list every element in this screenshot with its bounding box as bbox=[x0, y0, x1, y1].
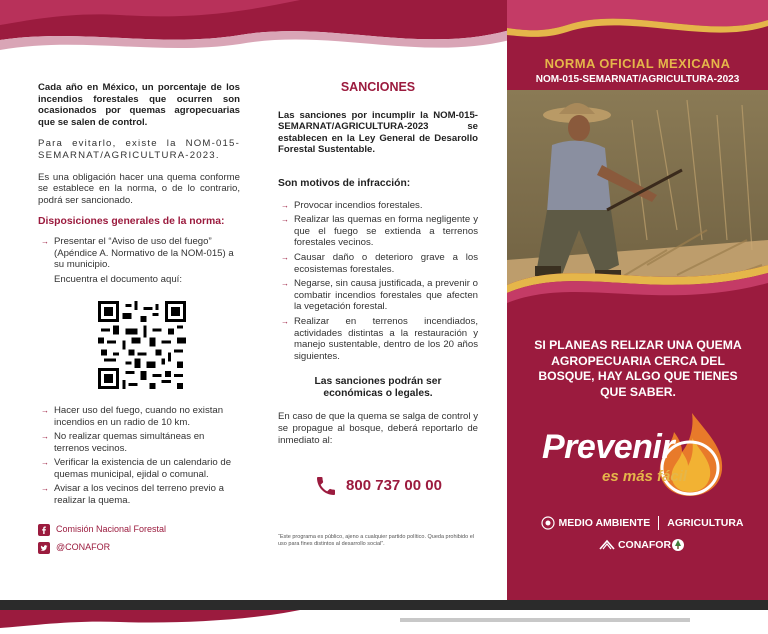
list-item: → Avisar a los vecinos del terreno previo a realizar la quema. bbox=[38, 483, 240, 506]
obligation-paragraph: Es una obligación hacer una quema conforme se establece en la norma, o de lo contrario, podrá ser sancionado. bbox=[38, 171, 240, 206]
phone-icon bbox=[314, 474, 338, 498]
sanctions-type: Las sanciones podrán ser económicas o legales. bbox=[314, 376, 442, 399]
logo-sub-text: es más fácil bbox=[602, 468, 688, 485]
bottom-strip bbox=[0, 610, 768, 634]
list-item: → Realizar las quemas en forma negligente y que el fuego se extienda a terrenos forestales vecinos. bbox=[278, 214, 478, 249]
fine-print: “Este programa es público, ajeno a cualquier partido político. Queda prohibido el uso para fines distintos al desarrollo social”. bbox=[278, 534, 474, 548]
twitter-icon bbox=[38, 542, 50, 554]
facebook-label: Comisión Nacional Forestal bbox=[56, 523, 167, 534]
partner-logos bbox=[527, 516, 757, 530]
list-item: → No realizar quemas simultáneas en terrenos vecinos. bbox=[38, 431, 240, 454]
facebook-icon bbox=[38, 524, 50, 536]
find-document-text: Encuentra el documento aquí: bbox=[54, 273, 183, 285]
twitter-label: @CONAFOR bbox=[56, 541, 111, 552]
phone-number: 800 737 00 00 bbox=[346, 477, 442, 495]
report-paragraph: En caso de que la quema se salga de control y se propague al bosque, deberá reportarlo de inmediato al: bbox=[278, 411, 478, 446]
top-wave-decoration bbox=[0, 0, 510, 70]
dispositions-list-a bbox=[38, 236, 240, 271]
conafor-mark-icon bbox=[599, 539, 615, 551]
partner-agricultura: AGRICULTURA bbox=[667, 517, 744, 529]
dispositions-list-b bbox=[38, 405, 240, 507]
divider bbox=[658, 516, 659, 530]
mexico-seal-icon bbox=[541, 516, 555, 530]
cover-top-wave bbox=[507, 0, 768, 60]
bottom-wave bbox=[0, 610, 768, 634]
avoid-paragraph: Para evitarlo, existe la NOM-015-SEMARNAT/AGRICULTURA-2023. bbox=[38, 138, 240, 161]
partner-conafor: CONAFOR bbox=[617, 539, 672, 551]
norma-title: NORMA OFICIAL MEXICANA bbox=[544, 56, 731, 71]
motives-heading: Son motivos de infracción: bbox=[278, 177, 411, 189]
twitter-link[interactable] bbox=[38, 542, 240, 554]
list-item: → Provocar incendios forestales. bbox=[278, 200, 478, 212]
list-item: → Verificar la existencia de un calendario de quemas municipal, ejidal o comunal. bbox=[38, 457, 240, 480]
logo-main-text: Prevenir bbox=[542, 428, 675, 466]
list-item: → Presentar el “Aviso de uso del fuego” (Apéndice A. Normativo de la NOM-015) a su municipio. bbox=[38, 236, 240, 271]
conafor-logo-row bbox=[527, 538, 757, 552]
qr-code[interactable] bbox=[98, 301, 186, 389]
list-item: → Causar daño o deterioro grave a los ecosistemas forestales. bbox=[278, 252, 478, 275]
intro-paragraph: Cada año en México, un porcentaje de los incendios forestales que ocurren son ocasionados por quemas agropecuarias que se salen de control. bbox=[38, 82, 240, 128]
list-item: → Realizar en terrenos incendiados, actividades distintas a la restauración y manejo sustentable, dentro de los 20 años siguientes. bbox=[278, 316, 478, 362]
bottom-dark-bar bbox=[0, 600, 768, 610]
general-info-column bbox=[38, 82, 240, 560]
forest-emblem-icon bbox=[671, 538, 685, 552]
sanctions-column bbox=[278, 82, 478, 548]
prevenir-logo bbox=[542, 408, 732, 503]
partner-medio-ambiente: MEDIO AMBIENTE bbox=[558, 517, 651, 529]
cover-tagline: SI PLANEAS RELIZAR UNA QUEMA AGROPECUARIA CERCA DEL BOSQUE, HAY ALGO QUE TIENES QUE SABER. bbox=[534, 338, 742, 399]
cover-panel bbox=[507, 0, 768, 600]
phone-contact[interactable] bbox=[278, 474, 478, 498]
facebook-link[interactable] bbox=[38, 524, 240, 536]
sanctions-heading: SANCIONES bbox=[340, 80, 416, 94]
cover-middle-wave bbox=[507, 255, 768, 320]
list-item: → Hacer uso del fuego, cuando no existan incendios en un radio de 10 km. bbox=[38, 405, 240, 428]
dispositions-heading: Disposiciones generales de la norma: bbox=[38, 216, 225, 228]
list-item: → Negarse, sin causa justificada, a prevenir o combatir incendios forestales que afecten la vegetación forestal. bbox=[278, 278, 478, 313]
norma-code: NOM-015-SEMARNAT/AGRICULTURA-2023 bbox=[535, 74, 740, 85]
motives-list bbox=[278, 200, 478, 363]
sanctions-intro: Las sanciones por incumplir la NOM-015-SEMARNAT/AGRICULTURA-2023 se establecen en la Ley General de Desarollo Forestal Sustentable. bbox=[278, 109, 478, 156]
